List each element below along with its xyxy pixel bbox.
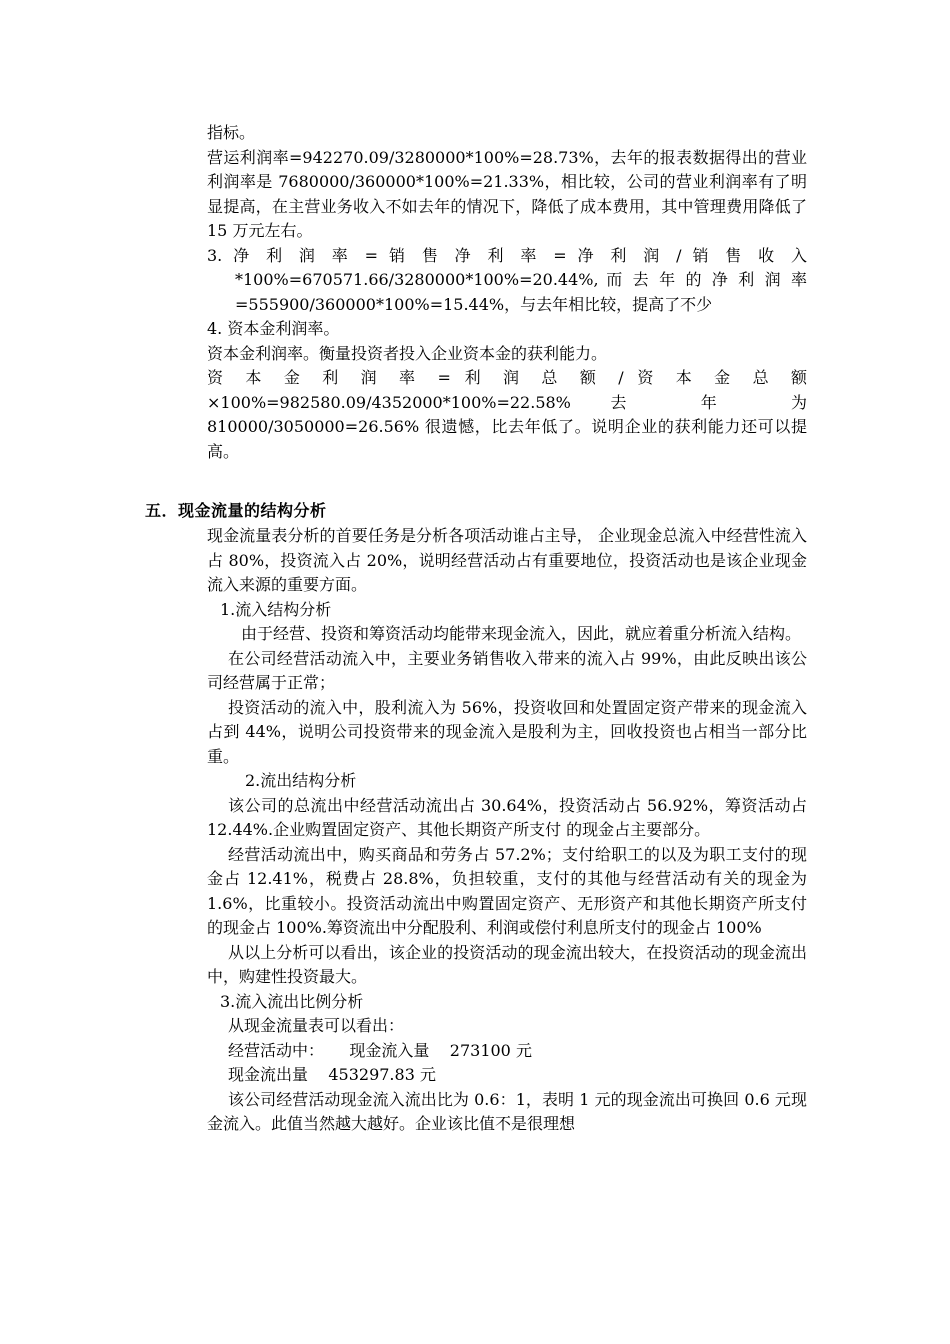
inflow-paragraph-1: 由于经营、投资和筹资活动均能带来现金流入，因此，就应着重分析流入结构。 xyxy=(241,624,802,643)
subheading-ratio: 3.流入流出比例分析 xyxy=(220,991,364,1011)
outflow-paragraph-3: 从以上分析可以看出，该企业的投资活动的现金流出较大，在投资活动的现金流出中，购建性投资最大。 xyxy=(207,942,807,986)
outflow-paragraph-2: 经营活动流出中，购买商品和劳务占 57.2%；支付给职工的以及为职工支付的现金占 12.41%，税费占 28.8%，负担较重，支付的其他与经营活动有关的现金为 1.6%，比重较小。投资活动流出中购置固定资产、无形资产和其他长期资产所支付的现金占 100%.筹资流出中分配股利、利润或偿付利息所支付的现金占 100% xyxy=(207,844,807,937)
outflow-paragraph-1: 该公司的总流出中经营活动流出占 30.64%，投资活动占 56.92%，筹资活动占 12.44%.企业购置固定资产、其他长期资产所支付 的现金占主要部分。 xyxy=(207,795,807,839)
operating-margin-paragraph: 营运利润率=942270.09/3280000*100%=28.73%，去年的报表数据得出的营业利润率是 7680000/360000*100%=21.33%，相比较，公司的营业利润率有了明显提高，在主营业务收入不如去年的情况下，降低了成本费用，其中管理费用降低了 15 万元左右。 xyxy=(207,147,807,240)
subheading-inflow: 1.流入结构分析 xyxy=(220,599,332,619)
operating-inflow-line: 经营活动中： 现金流入量 273100 元 xyxy=(228,1040,532,1060)
section-heading: 五．现金流量的结构分析 xyxy=(145,501,327,520)
operating-outflow-line: 现金流出量 453297.83 元 xyxy=(228,1065,436,1084)
section-cashflow-structure xyxy=(207,524,807,1137)
capital-return-definition: 资本金利润率。衡量投资者投入企业资本金的获利能力。 xyxy=(207,343,608,363)
section-profitability xyxy=(207,121,807,464)
ratio-intro: 从现金流量表可以看出： xyxy=(228,1016,405,1035)
subheading-outflow: 2.流出结构分析 xyxy=(245,771,357,790)
capital-return-paragraph: 资 本 金 利 润 率 = 利 润 总 额 / 资 本 金 总 额 ×100%=982580.09/4352000*100%=22.58% 去 年 为 810000/3050000=26.56% 很遗憾，比去年低了。说明企业的获利能力还可以提高。 xyxy=(207,368,807,461)
ratio-conclusion: 该公司经营活动现金流入流出比为 0.6：1，表明 1 元的现金流出可换回 0.6 元现金流入。此值当然越大越好。企业该比值不是很理想 xyxy=(207,1089,807,1133)
intro-paragraph: 现金流量表分析的首要任务是分析各项活动谁占主导， 企业现金总流入中经营性流入占 80%，投资流入占 20%，说明经营活动占有重要地位，投资活动也是该企业现金流入来源的重要方面。 xyxy=(207,526,807,594)
capital-return-item: 4. 资本金利润率。 xyxy=(207,319,340,338)
inflow-paragraph-3: 投资活动的流入中，股利流入为 56%，投资收回和处置固定资产带来的现金流入占到 44%，说明公司投资带来的现金流入是股利为主，回收投资也占相当一部分比重。 xyxy=(207,697,807,766)
net-margin-item: 3. 净 利 润 率 = 销 售 净 利 率 = 净 利 润 / 销 售 收 入 *100%=670571.66/3280000*100%=20.44%, 而 去 年 的 净 利 润 率 =555900/360000*100%=15.44%，与去年相比较，提高了不少 xyxy=(207,245,807,314)
inflow-paragraph-2: 在公司经营活动流入中，主要业务销售收入带来的流入占 99%，由此反映出该公司经营属于正常； xyxy=(207,648,807,692)
text-line: 指标。 xyxy=(207,123,256,142)
